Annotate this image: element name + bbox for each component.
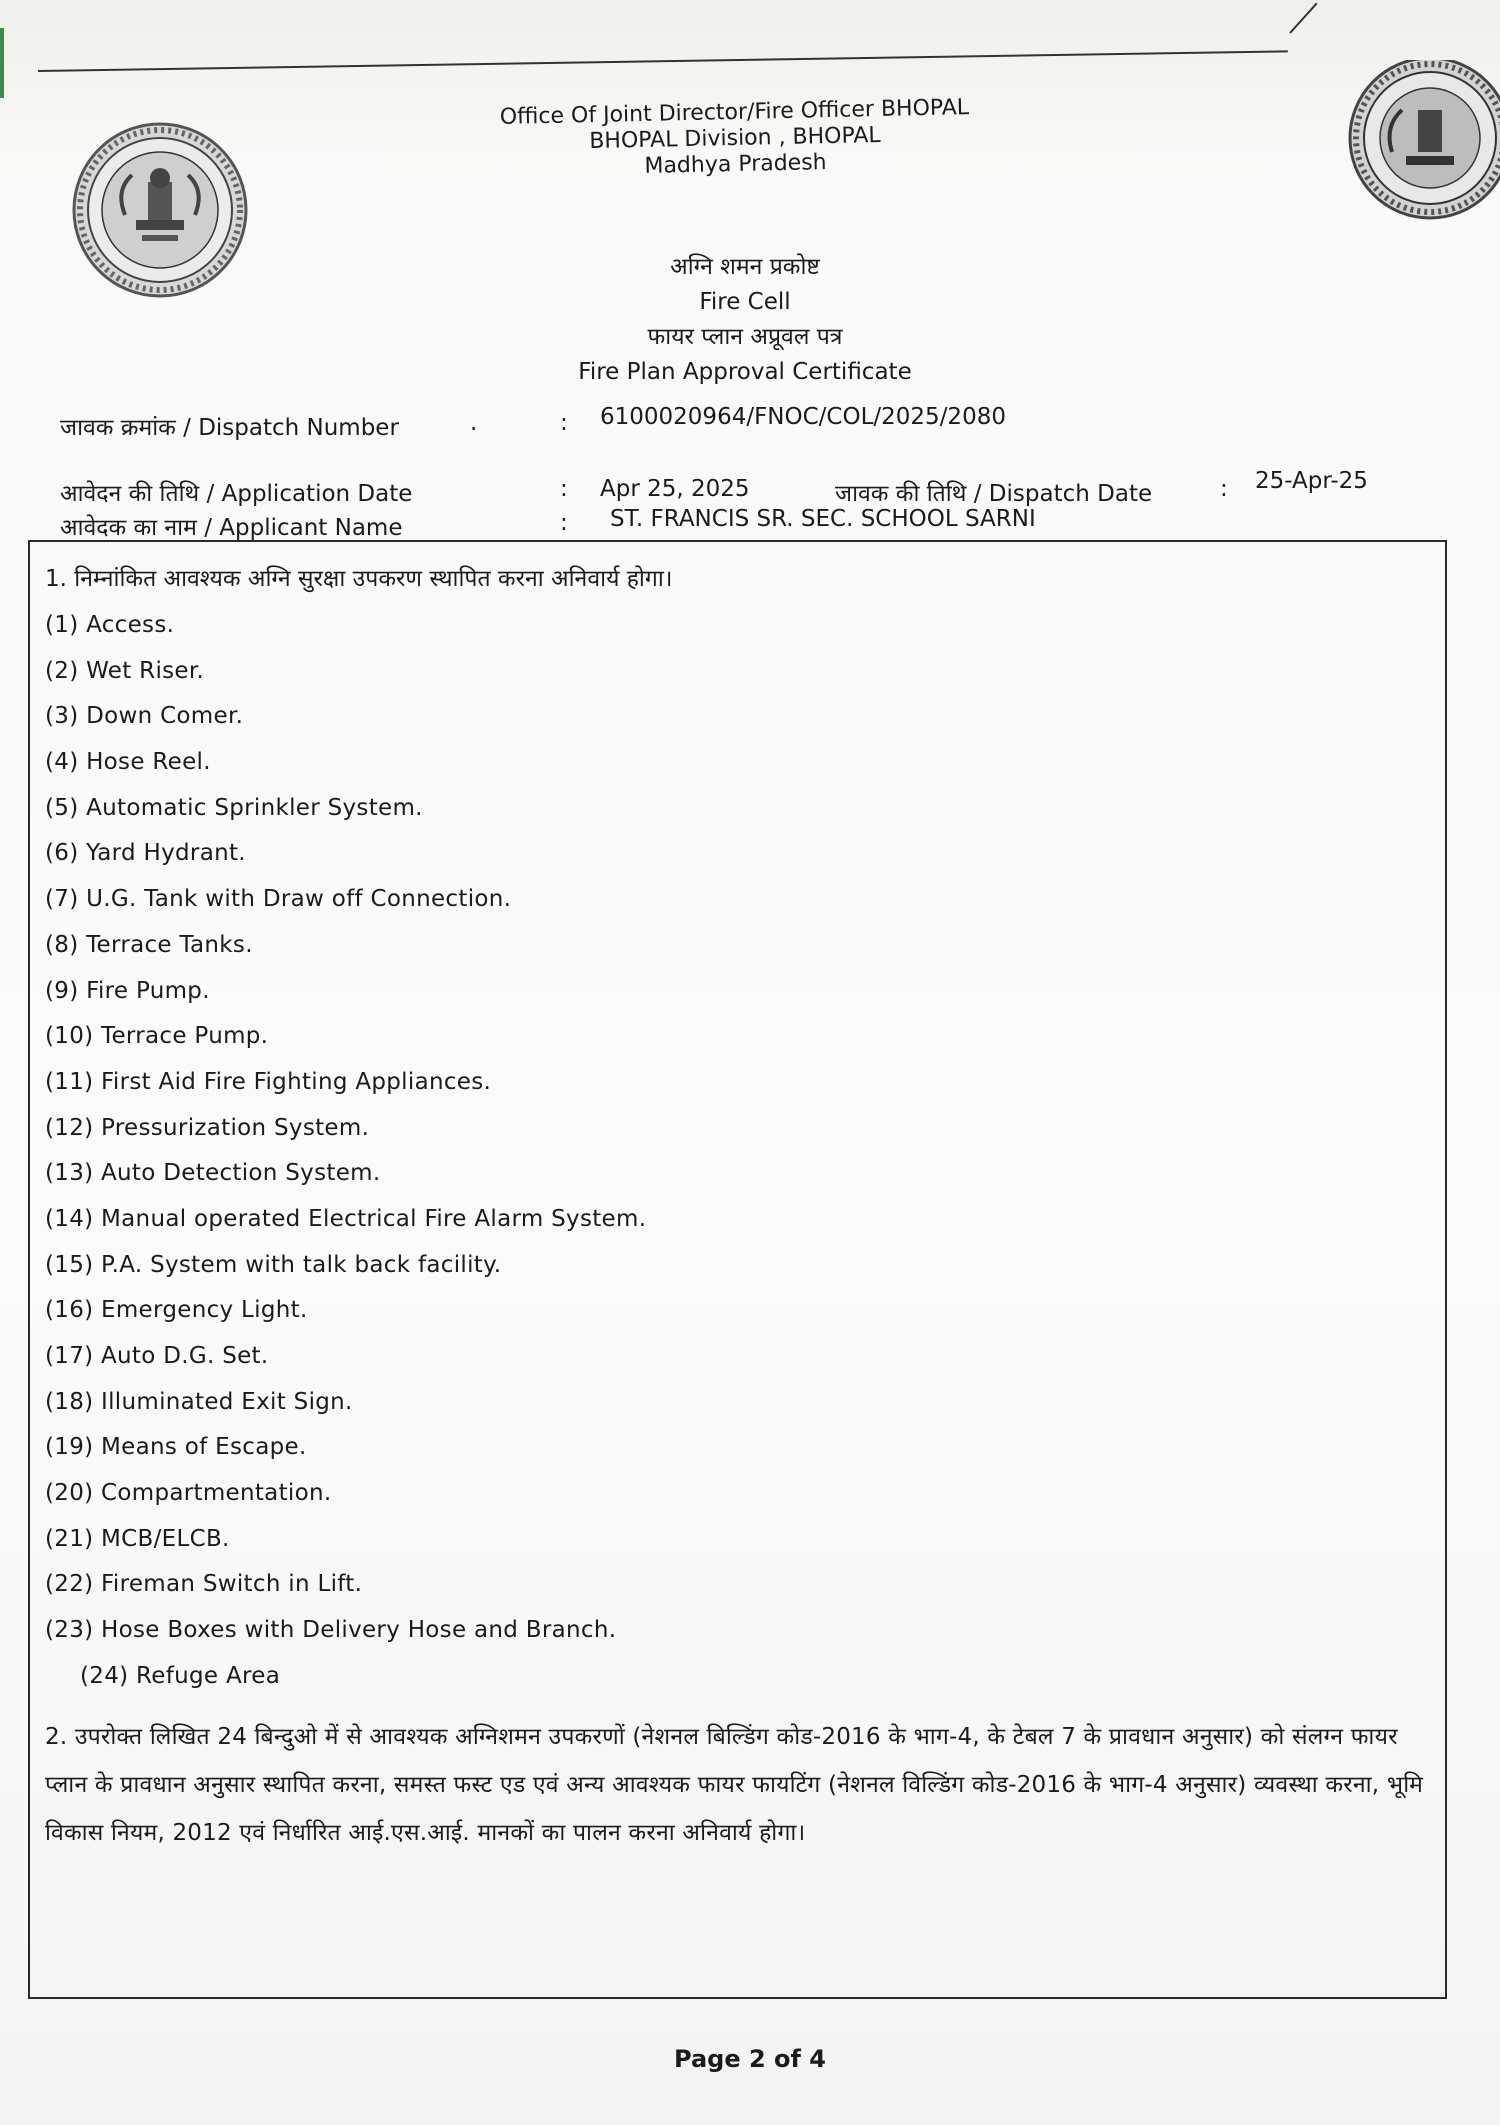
office-header — [429, 94, 1040, 185]
colon: : — [1220, 476, 1228, 502]
applicant-name-label: आवेदक का नाम / Applicant Name — [60, 515, 403, 541]
equipment-list — [45, 608, 1435, 1705]
colon: : — [560, 476, 568, 502]
application-date-value: Apr 25, 2025 — [600, 476, 750, 502]
page-number: Page 2 of 4 — [674, 2045, 826, 2073]
list-item: (22) Fireman Switch in Lift. — [45, 1571, 363, 1598]
list-item: (2) Wet Riser. — [45, 657, 205, 684]
list-item: (11) First Aid Fire Fighting Appliances. — [45, 1068, 492, 1095]
list-item: (13) Auto Detection System. — [45, 1160, 381, 1187]
page-edge-mark — [0, 28, 4, 98]
list-item: (9) Fire Pump. — [45, 977, 210, 1004]
dispatch-number-row — [55, 404, 1455, 468]
list-item: (19) Means of Escape. — [45, 1434, 307, 1461]
application-date-label: आवेदन की तिथि / Application Date — [60, 481, 413, 507]
dispatch-date-label: जावक की तिथि / Dispatch Date — [835, 481, 1153, 507]
list-item: (20) Compartmentation. — [45, 1480, 332, 1507]
requirements-intro: 1. निम्नांकित आवश्यक अग्नि सुरक्षा उपकरण स्थापित करना अनिवार्य होगा। — [45, 566, 673, 592]
office-line-3: Madhya Pradesh — [644, 150, 827, 179]
requirements-box — [28, 540, 1447, 1999]
office-line-1: Office Of Joint Director/Fire Officer BHOPAL — [499, 95, 970, 130]
list-item: (3) Down Comer. — [45, 703, 244, 730]
list-item: (21) MCB/ELCB. — [45, 1525, 230, 1552]
list-item: (10) Terrace Pump. — [45, 1023, 269, 1050]
office-line-2: BHOPAL Division , BHOPAL — [589, 122, 881, 155]
list-item: (6) Yard Hydrant. — [45, 840, 246, 867]
requirements-content — [45, 562, 1435, 1880]
list-item: (18) Illuminated Exit Sign. — [45, 1388, 353, 1415]
list-item: (7) U.G. Tank with Draw off Connection. — [45, 886, 512, 913]
list-item: (4) Hose Reel. — [45, 749, 211, 776]
certificate-english: Fire Plan Approval Certificate — [578, 359, 912, 385]
certificate-title — [560, 250, 930, 390]
applicant-name-value: ST. FRANCIS SR. SEC. SCHOOL SARNI — [610, 506, 1036, 532]
dispatch-date-value: 25-Apr-25 — [1255, 468, 1368, 494]
list-item: (8) Terrace Tanks. — [45, 931, 253, 958]
dispatch-number-label: जावक क्रमांक / Dispatch Number — [60, 415, 399, 441]
list-item: (5) Automatic Sprinkler System. — [45, 794, 423, 821]
list-item: (23) Hose Boxes with Delivery Hose and Branch. — [45, 1617, 617, 1644]
dispatch-number-value: 6100020964/FNOC/COL/2025/2080 — [600, 404, 1006, 430]
list-item: (24) Refuge Area — [80, 1662, 281, 1689]
government-seal-right — [1330, 60, 1500, 220]
colon: : — [560, 410, 568, 436]
dispatch-number-dot: . — [470, 410, 478, 436]
colon: : — [560, 510, 568, 536]
list-item: (17) Auto D.G. Set. — [45, 1343, 269, 1369]
list-item: (16) Emergency Light. — [45, 1297, 308, 1324]
list-item: (1) Access. — [45, 612, 175, 638]
fire-cell-english: Fire Cell — [699, 289, 791, 315]
compliance-paragraph: 2. उपरोक्त लिखित 24 बिन्दुओ में से आवश्यक अग्निशमन उपकरणों (नेशनल बिल्डिंग कोड-2016 के भाग-4, के टेबल 7 के प्रावधान अनुसार) को संलग्न फायर प्लान के प्रावधान अनुसार स्थापित करना, समस्त फस्ट एड एवं अन्य आवश्यक फायर फायटिंग (नेशनल विल्डिंग कोड-2016 के भाग-4 अनुसार) व्यवस्था करना, भूमि विकास नियम, 2012 एवं निर्धारित आई.एस.आई. मानकों का पालन करना अनिवार्य होगा। — [45, 1723, 1424, 1846]
fire-cell-hindi: अग्नि शमन प्रकोष्ट — [670, 254, 820, 280]
certificate-hindi: फायर प्लान अप्रूवल पत्र — [647, 324, 843, 350]
list-item: (14) Manual operated Electrical Fire Alarm System. — [45, 1205, 647, 1232]
list-item: (15) P.A. System with talk back facility. — [45, 1251, 502, 1278]
list-item: (12) Pressurization System. — [45, 1114, 370, 1141]
government-seal-left — [70, 120, 250, 300]
